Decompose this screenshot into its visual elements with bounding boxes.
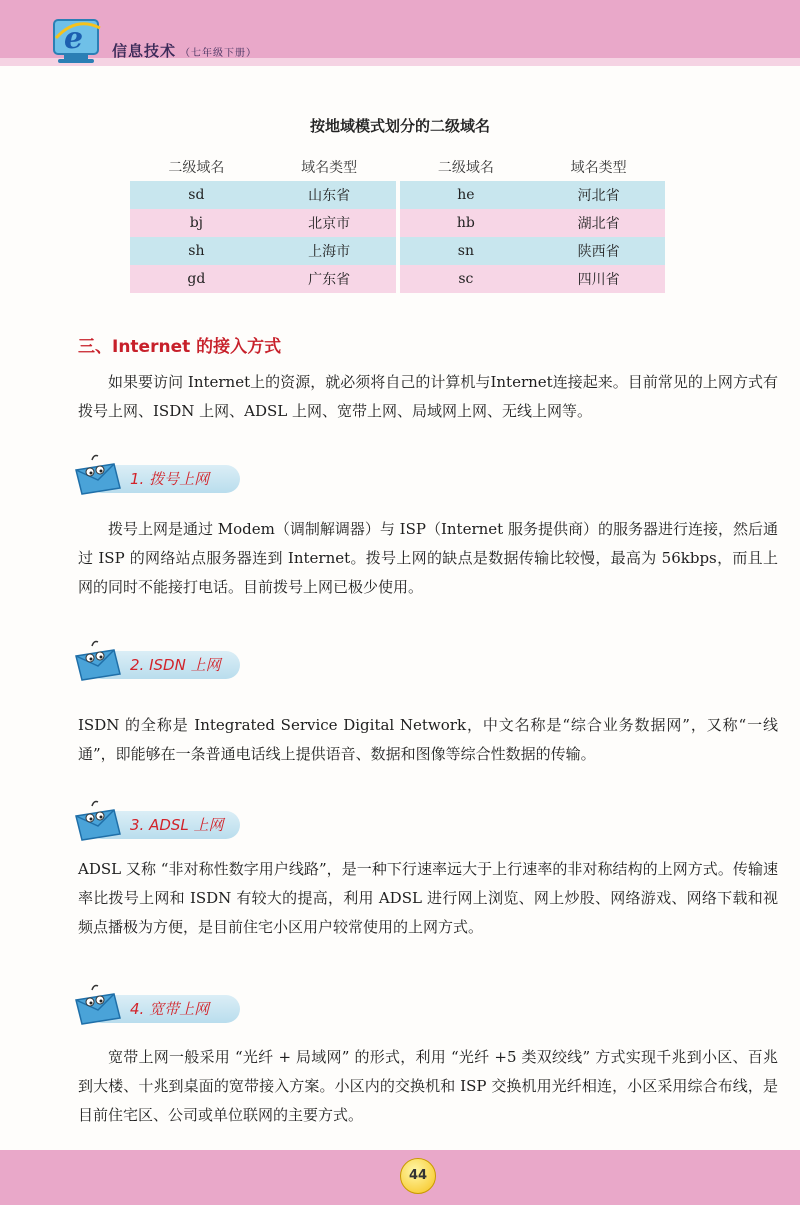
page-number: 44 <box>400 1158 436 1194</box>
envelope-mascot-icon <box>70 980 130 1026</box>
table-cell: 上海市 <box>263 237 396 265</box>
table-row <box>130 237 665 265</box>
table-cell: sd <box>130 181 263 209</box>
table-cell: 四川省 <box>532 265 665 293</box>
badge-label: 4. 宽带上网 <box>130 1000 210 1018</box>
subsection-text: 拨号上网是通过 Modem（调制解调器）与 ISP（Internet 服务提供商）的服务器进行连接，然后通过 ISP 的网络站点服务器连到 Internet。拨号上网的缺点是数据传输比较慢，最高为 56kbps，而且上网的同时不能接打电话。目前拨号上网已极少使用。 <box>78 520 778 596</box>
table-header-cell: 二级域名 <box>168 160 225 176</box>
table-header-cell: 二级域名 <box>437 160 494 176</box>
table-title: 按地域模式划分的二级域名 <box>309 117 490 135</box>
table-cell: 河北省 <box>532 181 665 209</box>
subsection-badge <box>70 450 250 496</box>
subsection-badge <box>70 980 250 1026</box>
table-cell: bj <box>130 209 263 237</box>
book-title <box>112 40 257 61</box>
table-header-row <box>130 153 665 181</box>
ie-logo-icon <box>50 14 106 68</box>
subsection-badge <box>70 796 250 842</box>
table-cell: 北京市 <box>263 209 396 237</box>
subsection-text: 宽带上网一般采用 “光纤 + 局域网” 的形式，利用 “光纤 +5 类双绞线” 方式实现千兆到小区、百兆到大楼、十兆到桌面的宽带接入方案。小区内的交换机和 ISP 交换机用光纤相连，小区采用综合布线，是目前住宅区、公司或单位联网的主要方式。 <box>78 1048 778 1124</box>
table-row <box>130 181 665 209</box>
table-cell: 山东省 <box>263 181 396 209</box>
table-cell: sc <box>400 265 533 293</box>
table-cell: 陕西省 <box>532 237 665 265</box>
subsection-badge <box>70 636 250 682</box>
table-cell: gd <box>130 265 263 293</box>
badge-label: 2. ISDN 上网 <box>130 656 221 674</box>
book-title-text: 信息技术 <box>112 42 177 60</box>
table-cell: sn <box>400 237 533 265</box>
subsection-text: ISDN 的全称是 Integrated Service Digital Network，中文名称是“综合业务数据网”，又称“一线通”，即能够在一条普通电话线上提供语音、数据和图像等综合性数据的传输。 <box>78 716 778 763</box>
section-intro: 如果要访问 Internet上的资源，就必须将自己的计算机与Internet连接起来。目前常见的上网方式有拨号上网、ISDN 上网、ADSL 上网、宽带上网、局域网上网、无线上网等。 <box>78 373 778 420</box>
table-row <box>130 209 665 237</box>
table-cell: sh <box>130 237 263 265</box>
section-title: 三、Internet 的接入方式 <box>78 337 282 357</box>
svg-text:e: e <box>64 21 84 56</box>
table-header-cell: 域名类型 <box>301 160 358 176</box>
subsection-text: ADSL 又称 “非对称性数字用户线路”，是一种下行速率远大于上行速率的非对称结构的上网方式。传输速率比拨号上网和 ISDN 有较大的提高，利用 ADSL 进行网上浏览、网上炒股、网络游戏、网络下载和视频点播极为方便，是目前住宅小区用户较常使用的上网方式。 <box>78 860 778 936</box>
table-row <box>130 265 665 293</box>
table-cell: he <box>400 181 533 209</box>
book-subtitle: （七年级下册） <box>180 48 258 59</box>
table-cell: 广东省 <box>263 265 396 293</box>
domain-table <box>130 153 665 293</box>
envelope-mascot-icon <box>70 636 130 682</box>
envelope-mascot-icon <box>70 450 130 496</box>
badge-label: 1. 拨号上网 <box>130 470 210 488</box>
table-cell: 湖北省 <box>532 209 665 237</box>
table-cell: hb <box>400 209 533 237</box>
table-header-cell: 域名类型 <box>570 160 627 176</box>
envelope-mascot-icon <box>70 796 130 842</box>
badge-label: 3. ADSL 上网 <box>130 816 224 834</box>
